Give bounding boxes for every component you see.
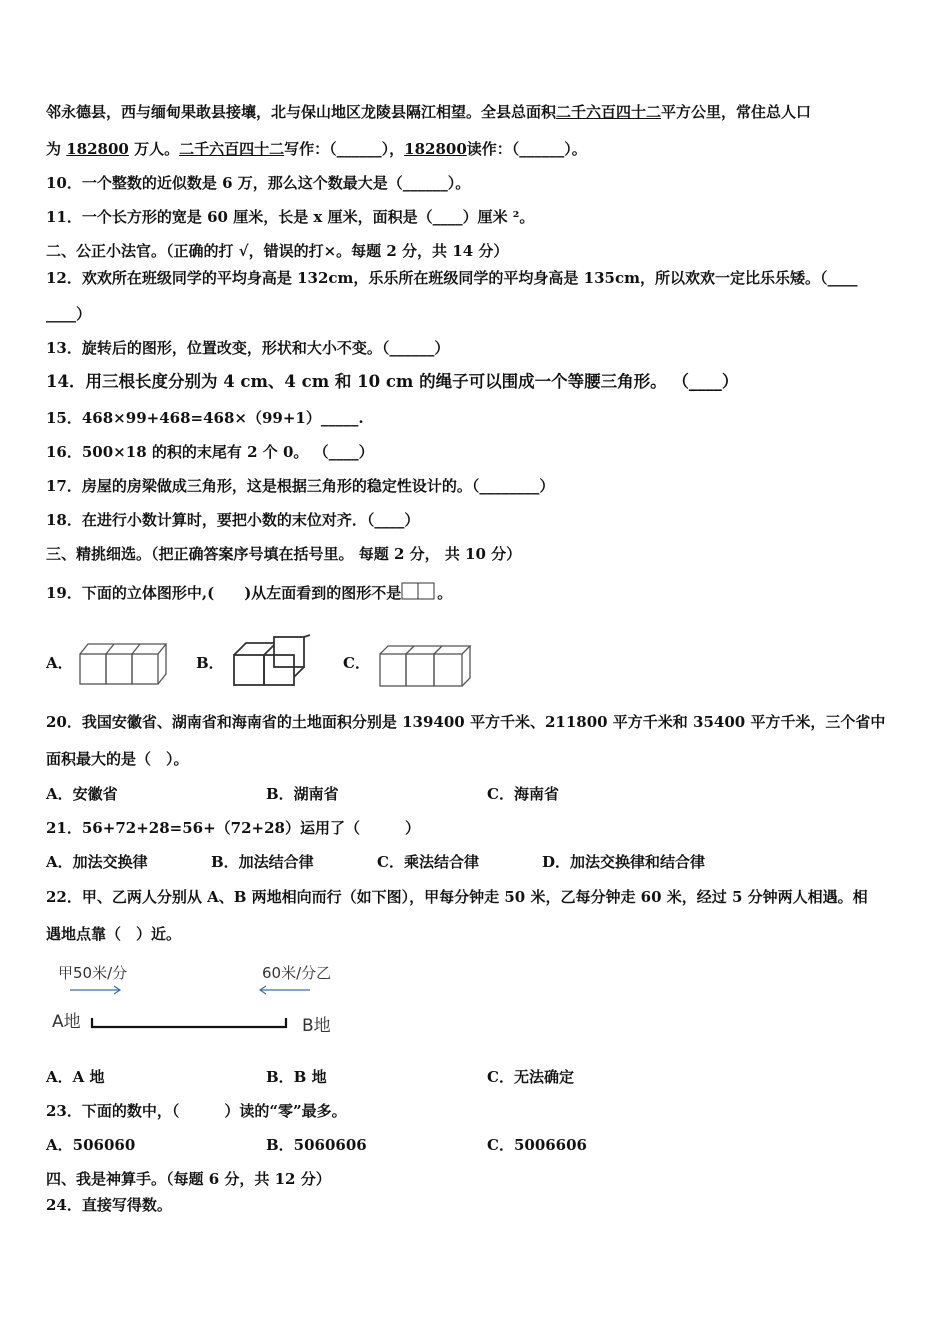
question-20-continued: 面积最大的是（ ）。	[46, 750, 189, 768]
question-18: 18．在进行小数计算时，要把小数的末位对齐．（____）	[46, 511, 420, 529]
q21-option-c: C．乘法结合律	[377, 853, 479, 871]
q23-option-c: C．5006606	[487, 1136, 587, 1154]
fig-a-label: A地	[52, 1012, 81, 1032]
q19-option-b-label: B．	[196, 654, 224, 672]
q19-option-a-label: A．	[46, 654, 73, 672]
section-3-heading: 三、精挑细选。（把正确答案序号填在括号里。 每题 2 分， 共 10 分）	[46, 545, 522, 563]
question-14: 14．用三根长度分别为 4 cm、4 cm 和 10 cm 的绳子可以围成一个等腰三角形。 （____）	[46, 372, 739, 391]
q20-option-c: C．海南省	[487, 785, 559, 803]
question-23: 23．下面的数中，（ ）读的“零”最多。	[46, 1102, 347, 1120]
q19-option-a-figure	[78, 640, 174, 690]
question-20: 20．我国安徽省、湖南省和海南省的土地面积分别是 139400 平方千米、211800 平方千米和 35400 平方千米，三个省中	[46, 713, 886, 731]
q19-option-b-figure	[230, 633, 316, 691]
q21-option-b: B．加法结合律	[211, 853, 314, 871]
passage-line-1: 邻永德县，西与缅甸果敢县接壤，北与保山地区龙陵县隔江相望。全县总面积二千六百四十二平方公里，常住总人口	[46, 103, 812, 121]
q20-option-a: A．安徽省	[46, 785, 118, 803]
question-21: 21．56+72+28=56+（72+28）运用了（ ）	[46, 819, 420, 837]
question-24: 24．直接写得数。	[46, 1196, 172, 1214]
passage-line-2: 为 182800 万人。二千六百四十二写作：（______），182800读作：（______）。	[46, 140, 587, 158]
fig-road-line	[90, 1016, 290, 1030]
question-10: 10．一个整数的近似数是 6 万，那么这个数最大是（______）。	[46, 174, 471, 192]
q23-option-b: B．5060606	[266, 1136, 367, 1154]
question-16: 16．500×18 的积的末尾有 2 个 0。 （____）	[46, 443, 374, 461]
fig-b-label: B地	[302, 1016, 331, 1036]
question-13: 13．旋转后的图形，位置改变，形状和大小不变。（______）	[46, 339, 450, 357]
question-11: 11．一个长方形的宽是 60 厘米，长是 x 厘米，面积是（____）厘米 ²。	[46, 208, 535, 226]
q20-option-b: B．湖南省	[266, 785, 339, 803]
q19-option-c-label: C．	[343, 654, 370, 672]
q22-option-b: B．B 地	[266, 1068, 327, 1086]
two-square-icon	[401, 582, 437, 600]
section-4-heading: 四、我是神算手。（每题 6 分，共 12 分）	[46, 1170, 331, 1188]
question-17: 17．房屋的房梁做成三角形，这是根据三角形的稳定性设计的。（________）	[46, 477, 555, 495]
section-2-heading: 二、公正小法官。（正确的打 √，错误的打×。每题 2 分，共 14 分）	[46, 242, 509, 260]
fig-arrows	[70, 984, 330, 996]
question-12-continued: ____）	[46, 305, 92, 323]
fig-jia-label: 甲50米/分	[58, 964, 128, 982]
question-12: 12．欢欢所在班级同学的平均身高是 132cm，乐乐所在班级同学的平均身高是 135cm，所以欢欢一定比乐乐矮。（____	[46, 269, 858, 287]
q19-option-c-figure	[378, 642, 474, 692]
question-15: 15．468×99+468=468×（99+1）_____.	[46, 409, 364, 427]
question-22: 22．甲、乙两人分别从 A、B 两地相向而行（如下图），甲每分钟走 50 米，乙每分钟走 60 米，经过 5 分钟两人相遇。相	[46, 888, 868, 906]
fig-yi-label: 60米/分乙	[262, 964, 332, 982]
q21-option-d: D．加法交换律和结合律	[542, 853, 706, 871]
q23-option-a: A．506060	[46, 1136, 136, 1154]
q22-option-c: C．无法确定	[487, 1068, 574, 1086]
q21-option-a: A．加法交换律	[46, 853, 148, 871]
question-22-continued: 遇地点靠（ ）近。	[46, 925, 182, 943]
q22-option-a: A．A 地	[46, 1068, 105, 1086]
question-19: 19．下面的立体图形中,( )从左面看到的图形不是 。	[46, 584, 453, 602]
